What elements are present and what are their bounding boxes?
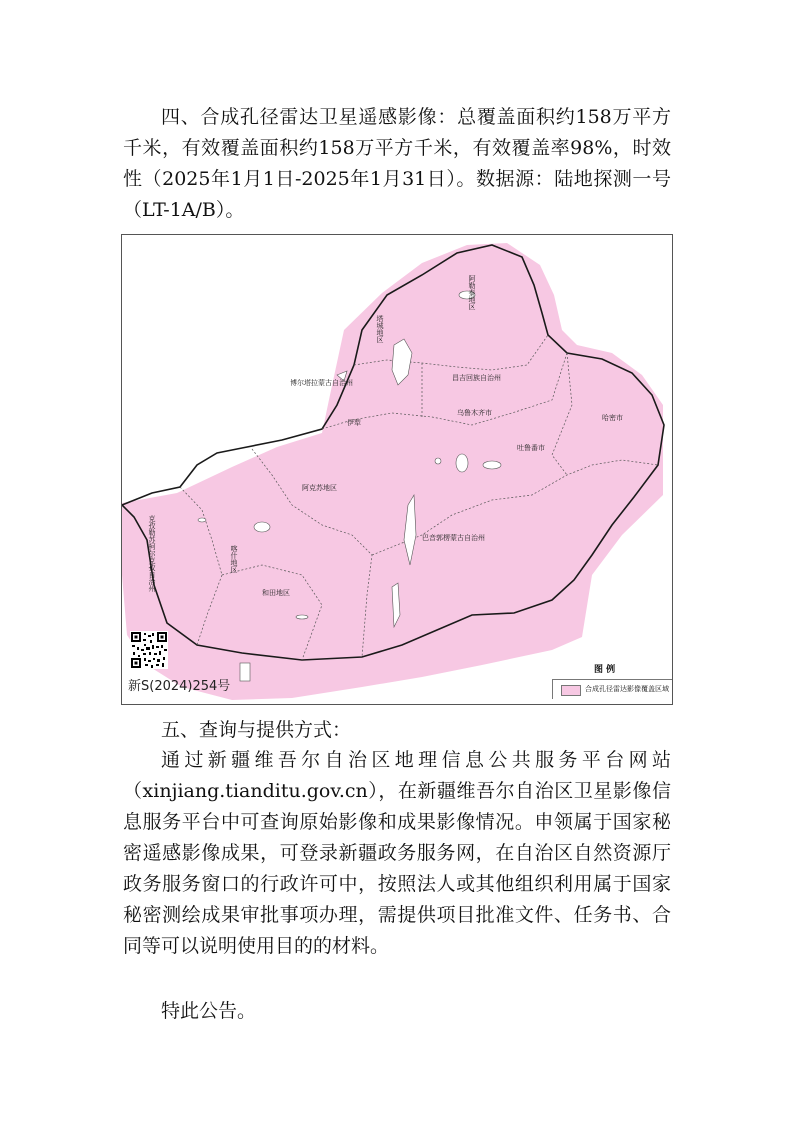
region-label-kizilsu: 克孜勒苏柯尔克孜自治州 (148, 515, 156, 592)
region-label-changji: 昌吉回族自治州 (452, 374, 501, 382)
map-legend (552, 679, 673, 699)
legend-title: 图 例 (594, 665, 616, 675)
region-label-tacheng: 塔城地区 (376, 315, 384, 343)
section-five-body: 通过新疆维吾尔自治区地理信息公共服务平台网站（xinjiang.tianditu.gov.cn），在新疆维吾尔自治区卫星影像信息服务平台中可查询原始影像和成果影像情况。申领属于国家秘密遥感影像成果，可登录新疆政务服务网，在自治区自然资源厅政务服务窗口的行政许可中，按照法人或其他组织利用属于国家秘密测绘成果审批事项办理，需提供项目批准文件、任务书、合同等可以说明使用目的的材料。 (123, 749, 671, 957)
region-label-hotan: 和田地区 (262, 589, 290, 597)
qr-code (130, 631, 168, 669)
region-label-urumqi: 乌鲁木齐市 (457, 409, 492, 417)
coverage-map (121, 234, 673, 705)
map-approval-number: 新S(2024)254号 (128, 679, 231, 694)
region-label-bayingol: 巴音郭楞蒙古自治州 (422, 534, 485, 542)
legend-swatch (561, 685, 581, 696)
region-label-bortala: 博尔塔拉蒙古自治州 (290, 379, 353, 387)
region-label-turpan: 吐鲁番市 (517, 444, 545, 452)
xinjiang-coverage-map (122, 235, 673, 705)
section-four-paragraph: 四、合成孔径雷达卫星遥感影像：总覆盖面积约158万平方千米，有效覆盖面积约158万平方千米，有效覆盖率98%，时效性（2025年1月1日-2025年1月31日）。数据源：陆地探测一号（LT-1A/B）。 (123, 106, 671, 221)
qr-code-graphic (130, 631, 168, 669)
closing-statement: 特此公告。 (161, 1000, 257, 1022)
region-label-kashgar: 喀什地区 (230, 545, 238, 573)
region-label-yili: 伊犁 (347, 419, 361, 427)
coverage-area (122, 243, 663, 700)
region-label-aksu: 阿克苏地区 (302, 484, 337, 492)
region-label-hami: 哈密市 (602, 414, 623, 422)
legend-label: 合成孔径雷达影像覆盖区域 (585, 685, 669, 693)
section-five-heading: 五、查询与提供方式： (161, 719, 352, 741)
region-label-altay: 阿勒泰地区 (468, 275, 476, 310)
